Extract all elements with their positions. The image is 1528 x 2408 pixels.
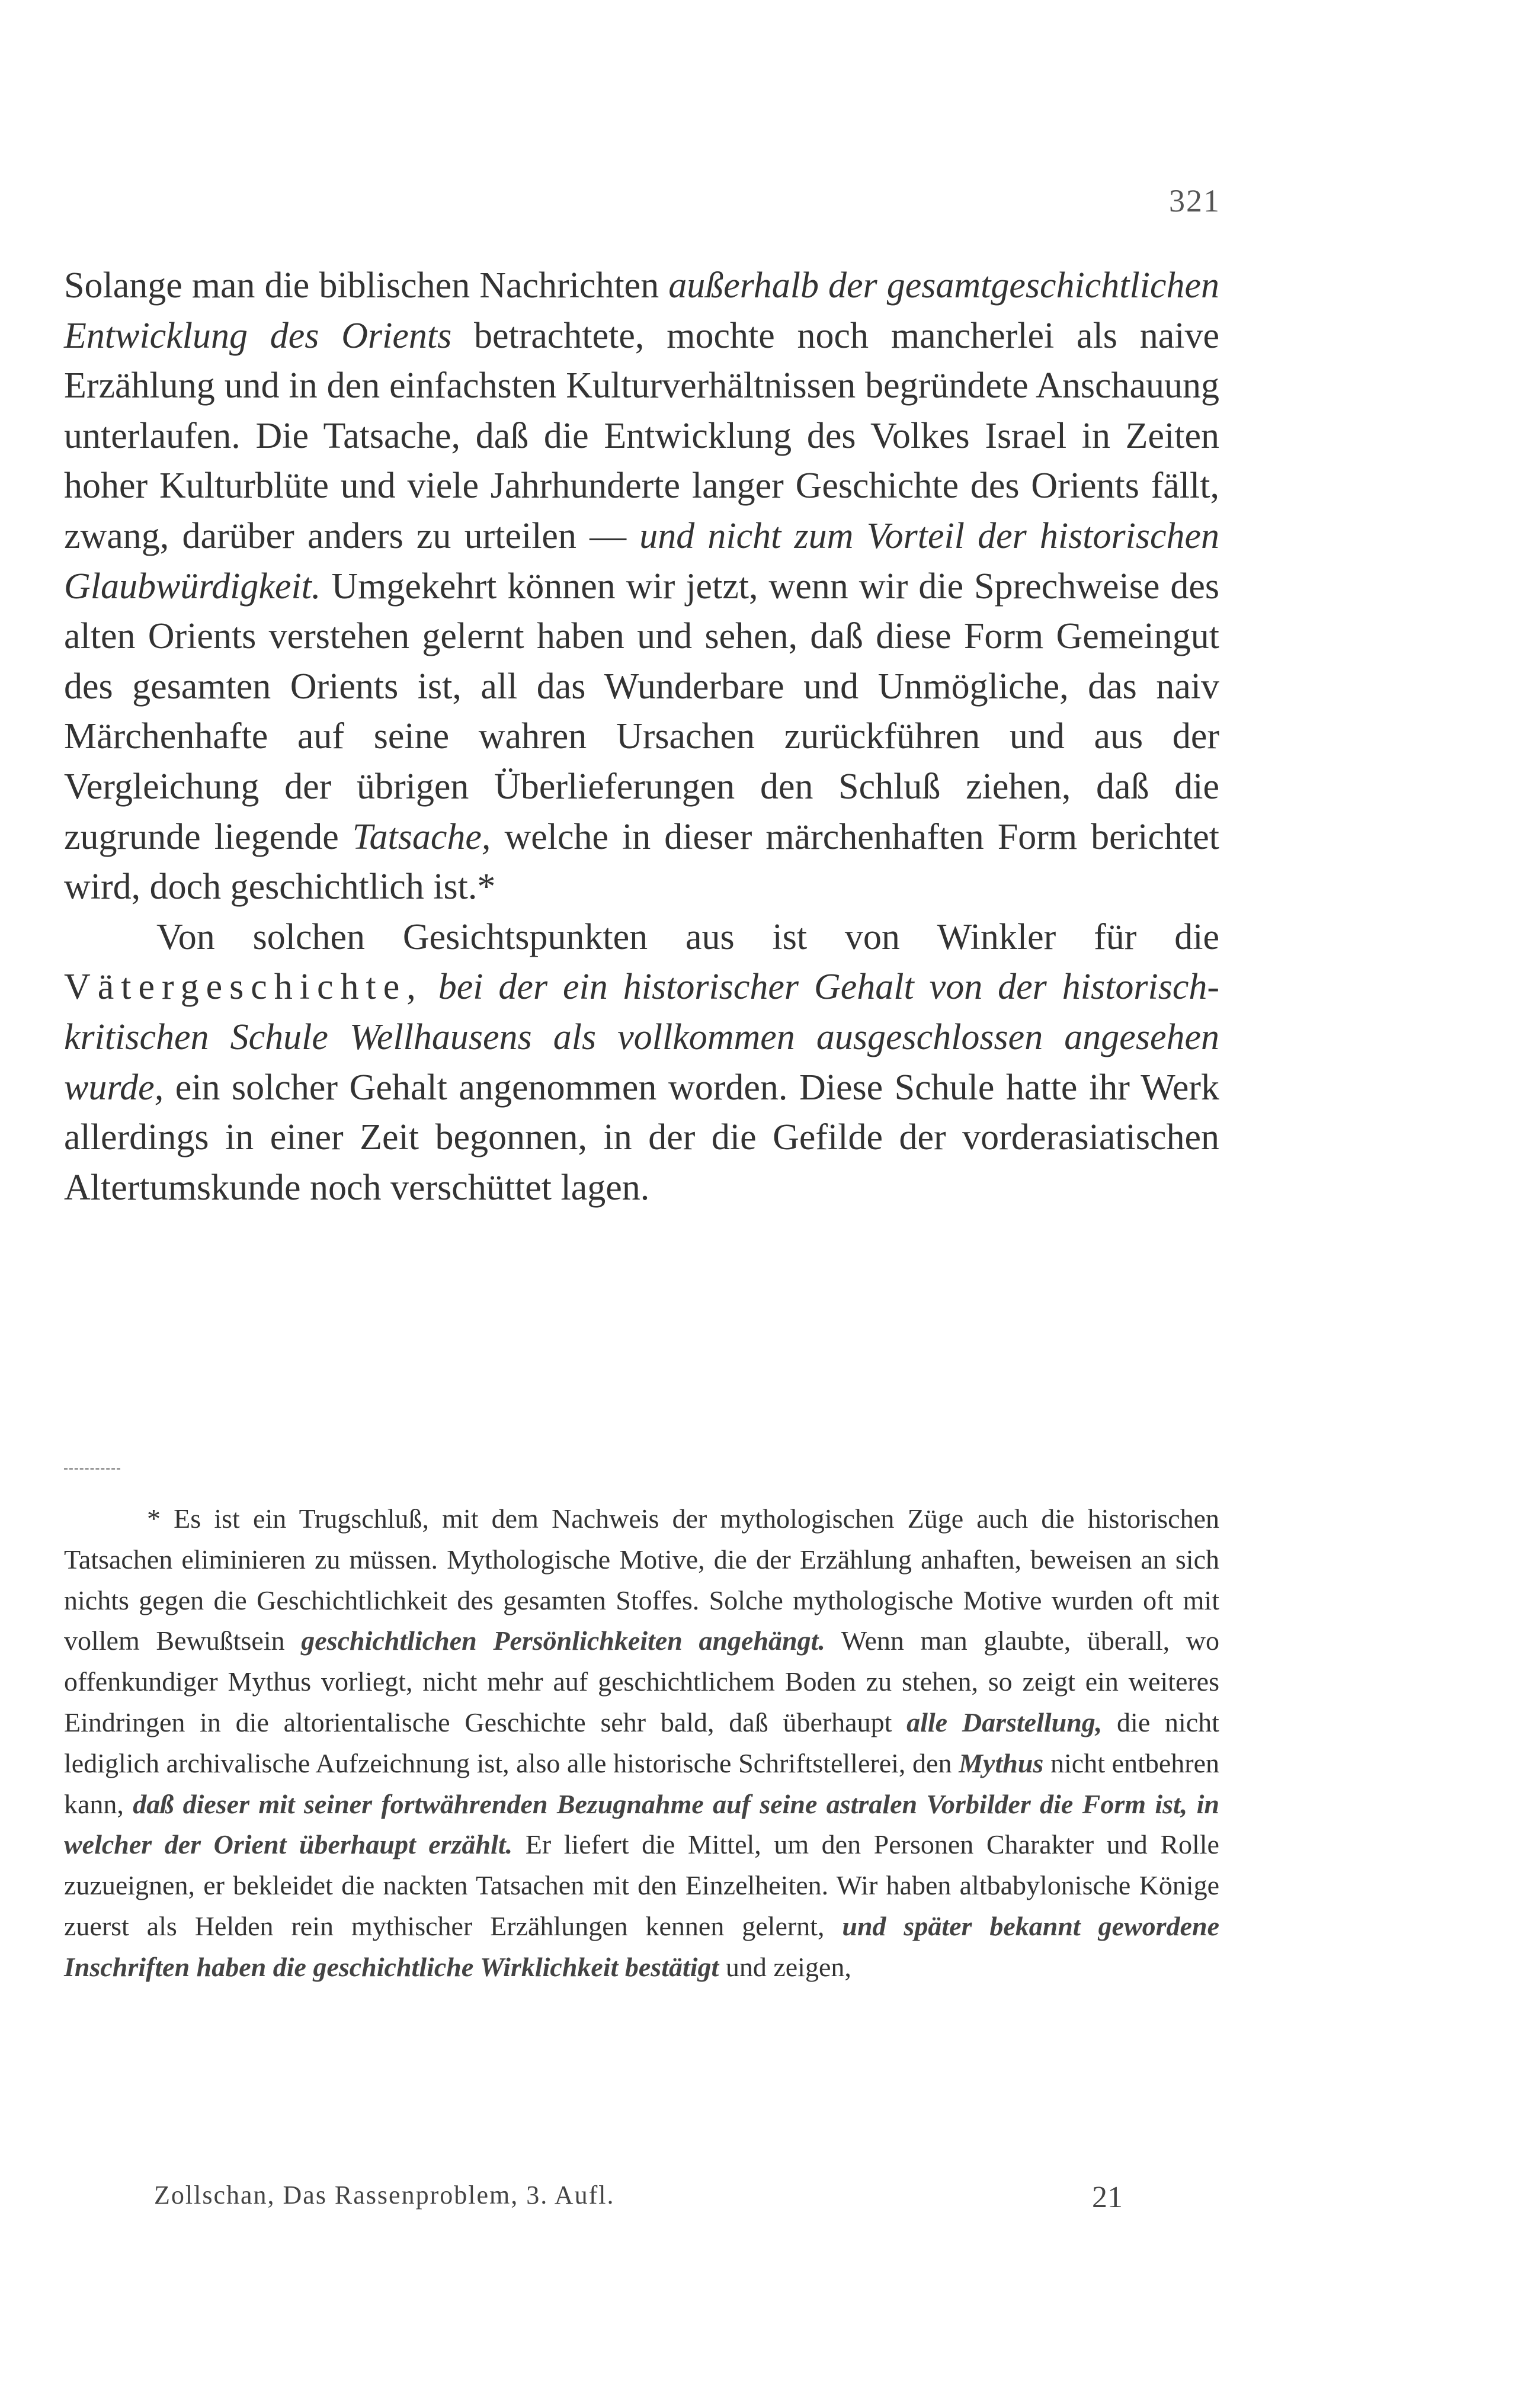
- page-footer: [154, 2180, 1123, 2214]
- main-text: [64, 261, 1219, 1213]
- italic-segment: bei der ein historischer Gehalt von der historisch-kritischen Schule Wellhausens als vollkommen ausgeschlossen angesehen wurde,: [64, 967, 1220, 1108]
- text-segment: Er liefert die Mittel, um den Personen Charakter und Rolle zuzueignen, er bekleidet die nackten Tatsachen mit den Einzelheiten. Wir haben altbabylonische Könige zuerst als Helden rein mythischer Erzählungen kennen gelernt,: [64, 1829, 1219, 1941]
- page-number: 321: [1169, 183, 1221, 219]
- italic-segment: Tatsache,: [352, 816, 491, 857]
- paragraph-2: [64, 912, 1219, 1213]
- text-segment: und zeigen,: [719, 1951, 851, 1982]
- italic-segment: alle Darstellung,: [906, 1707, 1103, 1737]
- italic-segment: außerhalb der gesamtgeschichtlichen Entwicklung des Orients: [64, 265, 1219, 356]
- text-segment: Umgekehrt können wir jetzt, wenn wir die Sprechweise des alten Orients verstehen gelernt haben und sehen, daß diese Form Gemeingut des gesamten Orients ist, all das Wunderbare und Unmögliche, das naiv Märchenhafte auf seine wahren Ursachen zurückführen und aus der Vergleichung der übrigen Überlieferungen den Schluß ziehen, daß die zugrunde liegende: [64, 566, 1219, 857]
- text-segment: nicht entbehren kann,: [64, 1748, 1220, 1819]
- signature-mark: 21: [1092, 2181, 1123, 2214]
- footnote-divider: [64, 1468, 120, 1470]
- text-segment: * Es ist ein Trugschluß, mit dem Nachweis der mythologischen Züge auch die historischen Tatsachen eliminieren zu müssen. Mythologische Motive, die der Erzählung anhaften, beweisen an sich nichts gegen die Geschichtlichkeit des gesamten Stoffes. Solche mythologische Motive wurden oft mit vollem Bewußtsein: [64, 1503, 1219, 1656]
- spaced-segment: Vätergeschichte,: [64, 967, 423, 1008]
- italic-segment: Mythus: [959, 1748, 1044, 1778]
- footer-source: Zollschan, Das Rassenproblem, 3. Aufl.: [154, 2181, 615, 2210]
- text-segment: [423, 967, 438, 1007]
- italic-segment: und später bekannt gewordene Inschriften haben die geschichtliche Wirklichkeit bestätigt: [64, 1910, 1219, 1982]
- italic-segment: daß dieser mit seiner fortwährenden Bezugnahme auf seine astralen Vorbilder die Form ist, in welcher der Orient überhaupt erzählt.: [64, 1788, 1219, 1860]
- footnote: [64, 1499, 1219, 1988]
- text-segment: Von solchen Gesichtspunkten aus ist von Winkler für die: [156, 916, 1219, 957]
- italic-segment: geschichtlichen Persönlichkeiten angehängt.: [301, 1625, 825, 1656]
- paragraph-1: [64, 261, 1219, 912]
- text-segment: Solange man die biblischen Nachrichten: [64, 265, 669, 306]
- text-segment: die nicht lediglich archivalische Aufzeichnung ist, also alle historische Schriftstellerei, den: [64, 1707, 1219, 1778]
- text-segment: Wenn man glaubte, überall, wo offenkundiger Mythus vorliegt, nicht mehr auf geschichtlichem Boden zu stehen, so zeigt ein weiteres Eindringen in die altorientalische Geschichte sehr bald, daß überhaupt: [64, 1625, 1220, 1737]
- text-segment: welche in dieser märchenhaften Form berichtet wird, doch geschichtlich ist.*: [64, 816, 1219, 908]
- text-segment: betrachtete, mochte noch mancherlei als naive Erzählung und in den einfachsten Kulturverhältnissen begründete Anschauung unterlaufen. Die Tatsache, daß die Entwicklung des Volkes Israel in Zeiten hoher Kulturblüte und viele Jahrhunderte langer Geschichte des Orients fällt, zwang, darüber anders zu urteilen —: [64, 315, 1219, 556]
- italic-segment: und nicht zum Vorteil der historischen Glaubwürdigkeit.: [64, 515, 1219, 607]
- text-segment: ein solcher Gehalt angenommen worden. Diese Schule hatte ihr Werk allerdings in einer Zeit begonnen, in der die Gefilde der vorderasiatischen Altertumskunde noch verschüttet lagen.: [64, 1067, 1219, 1208]
